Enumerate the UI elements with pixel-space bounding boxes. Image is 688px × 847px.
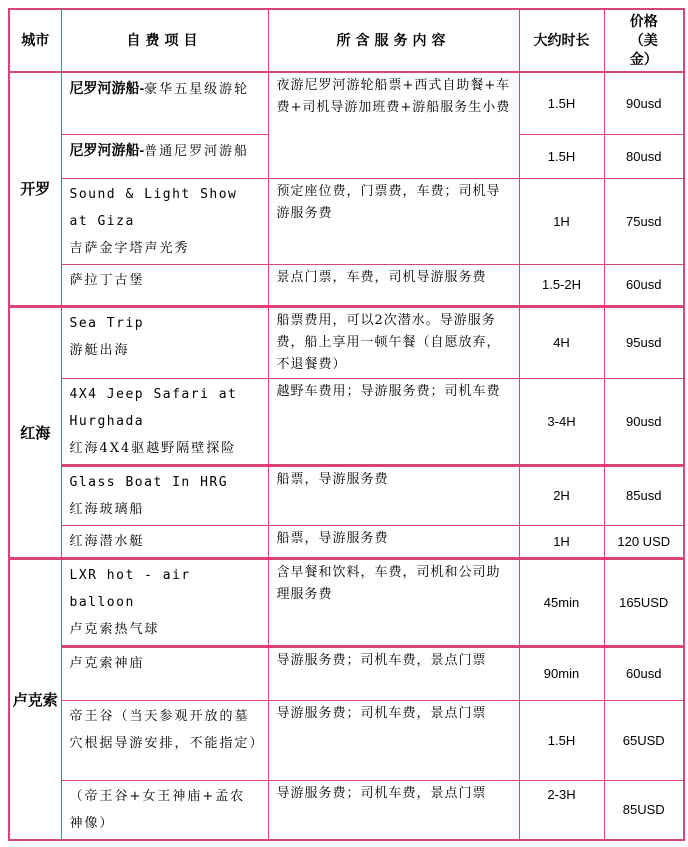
services-cell: 导游服务费；司机车费，景点门票: [268, 646, 519, 700]
tours-price-table: [8, 8, 685, 841]
project-name-en: 4X4 Jeep Safari at Hurghada: [69, 386, 238, 429]
duration-cell: 1.5H: [519, 700, 604, 780]
project-cell: [61, 525, 268, 558]
table-row: [9, 525, 684, 558]
price-cell: 120 USD: [604, 525, 684, 558]
city-cell-luxor: 卢克索: [9, 558, 61, 840]
project-cell: [61, 780, 268, 840]
price-cell: 90usd: [604, 72, 684, 134]
project-name-en: LXR hot - air balloon: [69, 567, 191, 610]
price-cell: 60usd: [604, 646, 684, 700]
table-row: [9, 378, 684, 465]
project-name-zh: 卢克索神庙: [69, 655, 145, 671]
table-row: [9, 178, 684, 264]
services-cell: 船票费用，可以2次潜水。导游服务费，船上享用一顿午餐（自愿放弃，不退餐费）: [268, 306, 519, 378]
project-cell: [61, 264, 268, 306]
price-cell: 80usd: [604, 134, 684, 178]
table-row: [9, 780, 684, 840]
price-cell: 165USD: [604, 558, 684, 646]
services-cell: 导游服务费；司机车费，景点门票: [268, 780, 519, 840]
services-cell: 景点门票，车费，司机导游服务费: [268, 264, 519, 306]
header-price-label: 价格（美金）: [629, 13, 658, 67]
services-cell: 船票，导游服务费: [268, 465, 519, 525]
price-cell: 90usd: [604, 378, 684, 465]
services-cell: 船票，导游服务费: [268, 525, 519, 558]
project-cell: [61, 178, 268, 264]
project-name-zh: 红海潜水艇: [69, 533, 145, 549]
project-name-zh: 吉萨金字塔声光秀: [69, 240, 190, 256]
services-cell: 预定座位费，门票费，车费；司机导游服务费: [268, 178, 519, 264]
table-row: [9, 465, 684, 525]
project-name-zh: 卢克索热气球: [69, 621, 160, 637]
header-project: 自费项目: [61, 9, 268, 72]
project-cell: [61, 465, 268, 525]
project-cell: [61, 306, 268, 378]
project-cell: [61, 378, 268, 465]
project-name-sub: 豪华五星级游轮: [144, 82, 250, 97]
project-cell: [61, 700, 268, 780]
duration-cell: 1H: [519, 178, 604, 264]
header-price: [604, 9, 684, 72]
project-name-zh: 红海4X4驱越野隔壁探险: [69, 440, 237, 456]
price-cell: 95usd: [604, 306, 684, 378]
table-row: [9, 646, 684, 700]
project-name-zh: （帝王谷+女王神庙+孟农神像）: [69, 788, 246, 831]
duration-cell: 1.5-2H: [519, 264, 604, 306]
project-name-zh: 萨拉丁古堡: [69, 272, 145, 288]
project-name-bold: 尼罗河游船-: [69, 141, 145, 158]
duration-cell: 2-3H: [519, 780, 604, 840]
project-cell: [61, 72, 268, 134]
duration-cell: 1.5H: [519, 134, 604, 178]
header-city: 城市: [9, 9, 61, 72]
project-name-en: Sound & Light Show at Giza: [69, 186, 238, 229]
table-row: [9, 558, 684, 646]
duration-cell: 3-4H: [519, 378, 604, 465]
city-cell-cairo: 开罗: [9, 72, 61, 306]
duration-cell: 1H: [519, 525, 604, 558]
header-services: 所含服务内容: [268, 9, 519, 72]
duration-cell: 45min: [519, 558, 604, 646]
project-name-zh: 游艇出海: [69, 342, 130, 358]
header-row: [9, 9, 684, 72]
services-cell: 含早餐和饮料，车费，司机和公司助理服务费: [268, 558, 519, 646]
project-cell: [61, 558, 268, 646]
table-row: [9, 264, 684, 306]
services-cell: 导游服务费；司机车费，景点门票: [268, 700, 519, 780]
project-name-en: Sea Trip: [69, 315, 145, 331]
duration-cell: 1.5H: [519, 72, 604, 134]
services-cell: 越野车费用；导游服务费；司机车费: [268, 378, 519, 465]
price-cell: 60usd: [604, 264, 684, 306]
project-name-bold: 尼罗河游船-: [69, 80, 145, 96]
duration-cell: 2H: [519, 465, 604, 525]
project-name-sub: 普通尼罗河游船: [144, 143, 250, 159]
table-row: [9, 306, 684, 378]
project-cell: [61, 646, 268, 700]
price-cell: 85USD: [604, 780, 684, 840]
table-row: [9, 72, 684, 134]
price-cell: 65USD: [604, 700, 684, 780]
project-cell: [61, 134, 268, 178]
project-name-zh: 帝王谷（当天参观开放的墓穴根据导游安排，不能指定）: [69, 708, 265, 751]
duration-cell: 90min: [519, 646, 604, 700]
price-cell: 85usd: [604, 465, 684, 525]
city-cell-redsea: 红海: [9, 306, 61, 558]
price-cell: 75usd: [604, 178, 684, 264]
duration-cell: 4H: [519, 306, 604, 378]
project-name-zh: 红海玻璃船: [69, 501, 145, 517]
project-name-en: Glass Boat In HRG: [69, 474, 229, 490]
header-duration: 大约时长: [519, 9, 604, 72]
table-row: [9, 700, 684, 780]
services-cell: 夜游尼罗河游轮船票+西式自助餐+车费+司机导游加班费+游船服务生小费: [268, 72, 519, 178]
